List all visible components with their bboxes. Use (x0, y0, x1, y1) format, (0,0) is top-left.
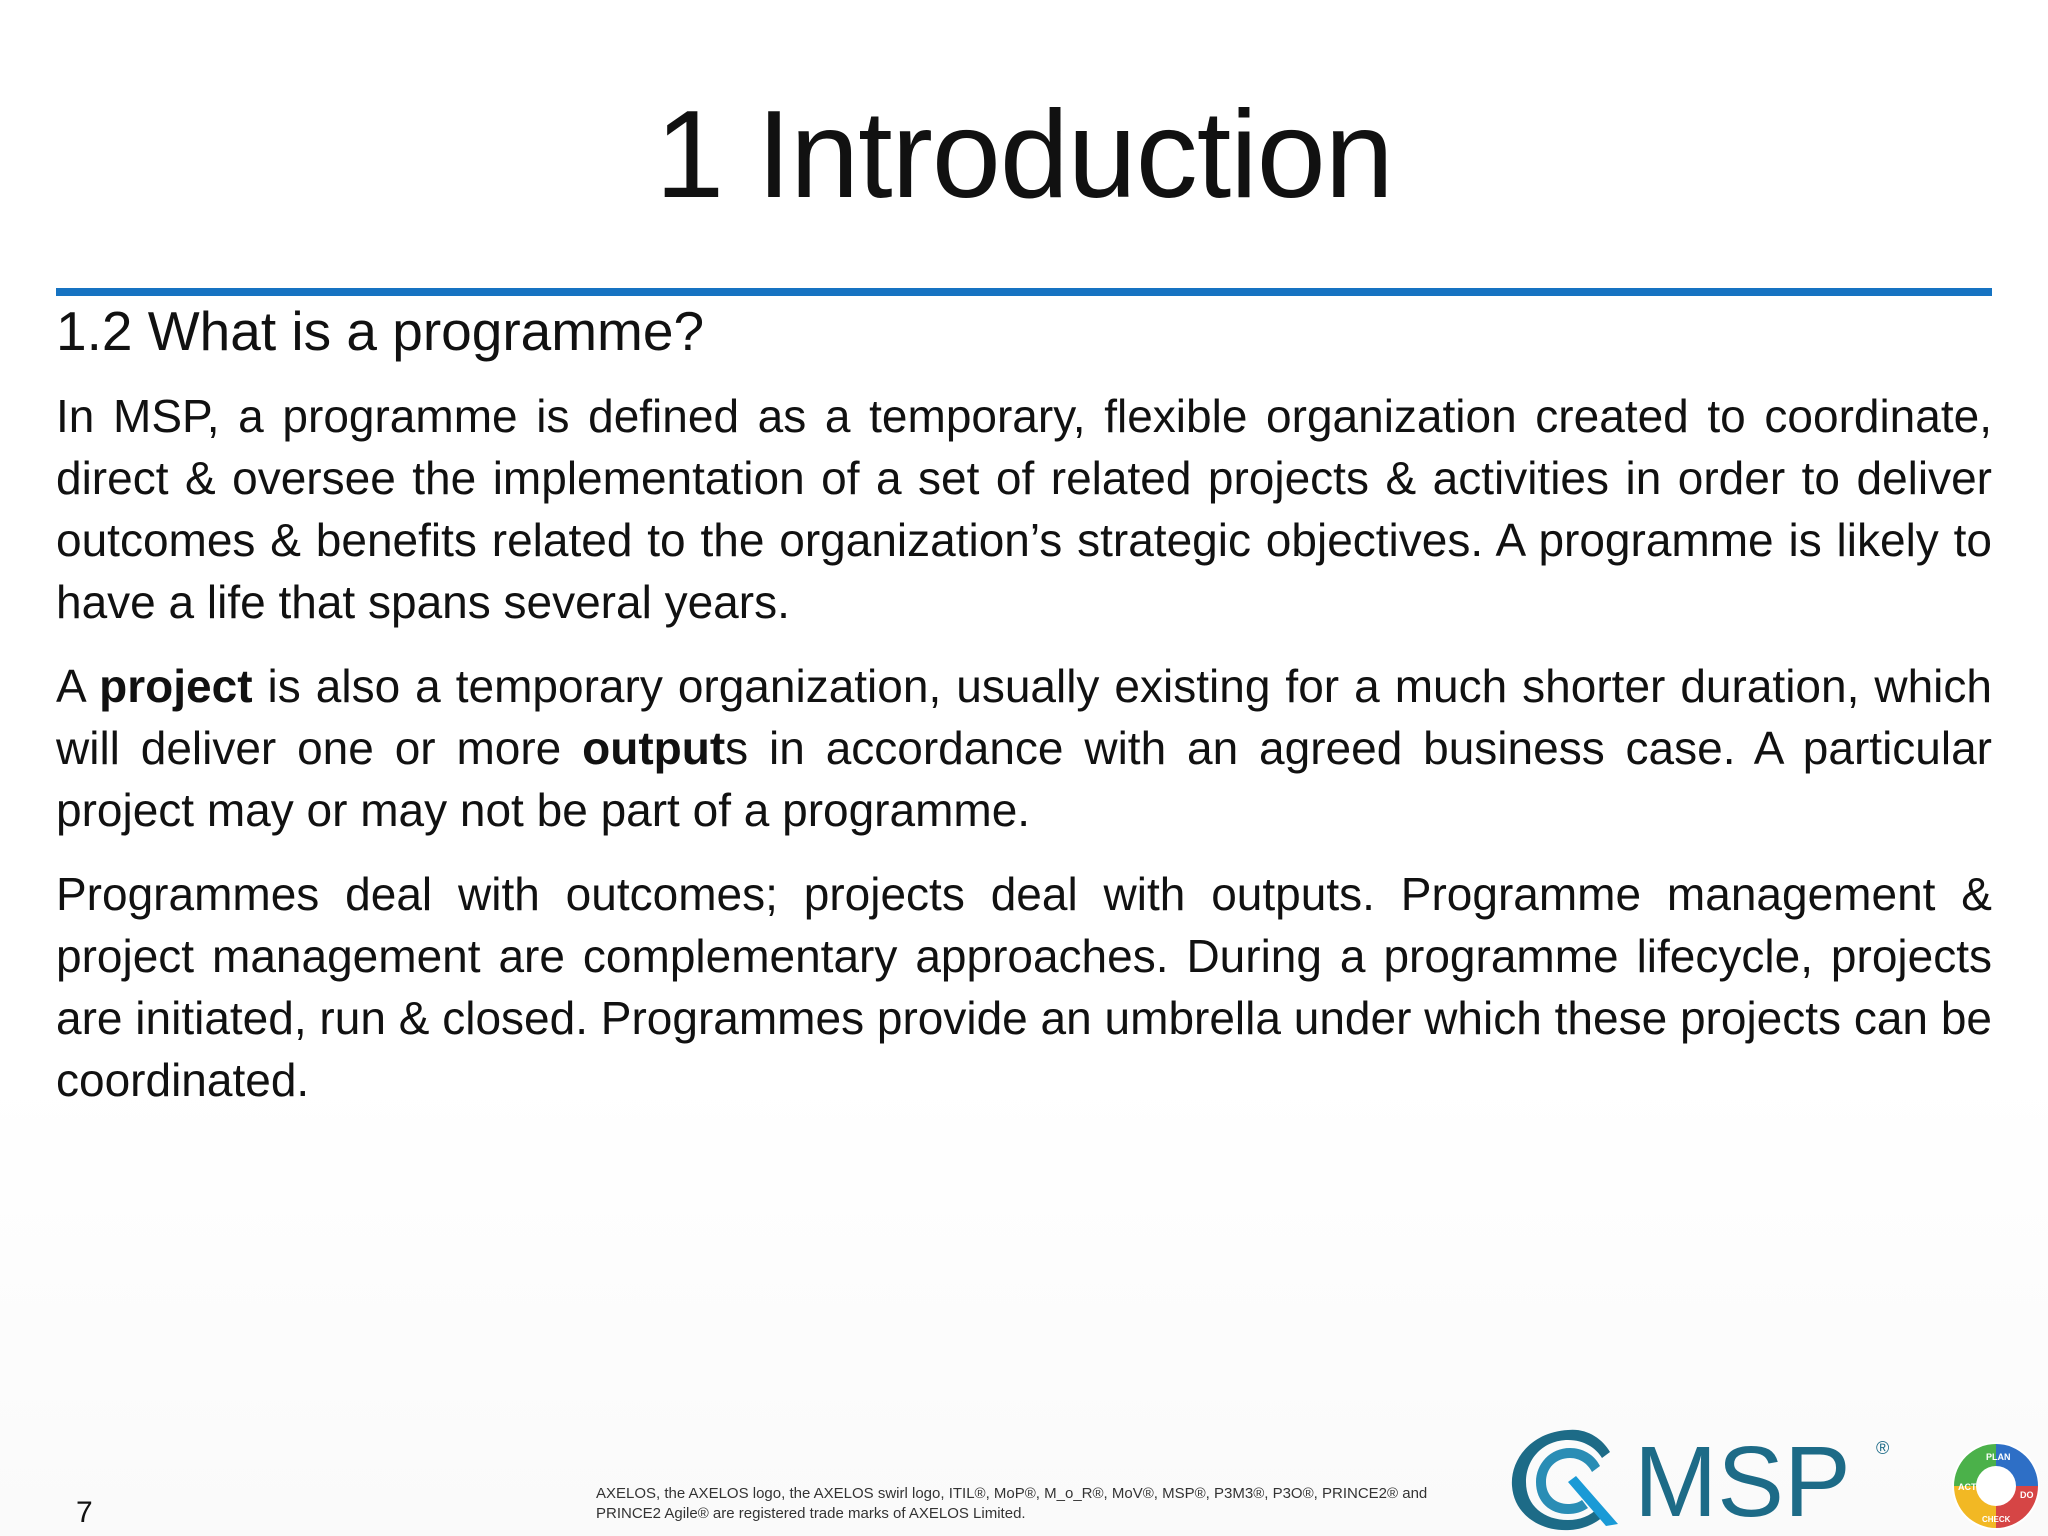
paragraph-programme-definition: In MSP, a programme is defined as a temporary, flexible organization created to coordinate, direct & oversee the implementation of a set of related projects & activities in order to deliver outcomes & benefits related to the organization’s strategic objectives. A programme is likely to have a life that spans several years. (56, 390, 1992, 628)
slide-title: 1 Introduction (655, 86, 1393, 224)
paragraph-text: is also a temporary organization, usually existing for a much shorter duration, which will deliver one or more (56, 660, 1992, 774)
bold-term-project: project (99, 660, 253, 712)
page-number: 7 (76, 1496, 93, 1529)
paragraph-text: s in accordance with an agreed business case. A particular project may or may not be part of a programme. (56, 722, 1993, 836)
cycle-label: DO (2020, 1490, 2034, 1500)
registered-mark: ® (1876, 1438, 1890, 1458)
paragraph-programmes-vs-projects: Programmes deal with outcomes; projects deal with outputs. Programme management & project management are complementary approaches. During a programme lifecycle, projects are initiated, run & closed. Programmes provide an umbrella under which these projects can be coordinated. (56, 868, 1992, 1106)
trademark-line: PRINCE2 Agile® are registered trade marks of AXELOS Limited. (596, 1505, 1026, 1522)
paragraph-text: A (56, 660, 100, 712)
trademark-line: AXELOS, the AXELOS logo, the AXELOS swirl logo, ITIL®, MoP®, M_o_R®, MoV®, MSP®, P3M3®, P3O®, PRINCE2® and (596, 1485, 1428, 1502)
pdca-cycle-icon (1950, 1440, 2042, 1532)
cycle-label: PLAN (1986, 1452, 2011, 1462)
slide-body (56, 385, 1992, 1133)
title-divider (56, 288, 1992, 296)
cycle-label: ACT (1958, 1482, 1977, 1492)
paragraph-project-definition (56, 655, 1992, 841)
msp-logo (1506, 1420, 1896, 1536)
cycle-label: CHECK (1982, 1515, 2011, 1524)
section-heading: 1.2 What is a programme? (56, 300, 705, 362)
axelos-swirl-icon (1512, 1430, 1618, 1530)
bold-term-output: output (582, 722, 726, 774)
trademark-notice (596, 1484, 1496, 1524)
msp-logo-text: MSP (1634, 1426, 1851, 1536)
